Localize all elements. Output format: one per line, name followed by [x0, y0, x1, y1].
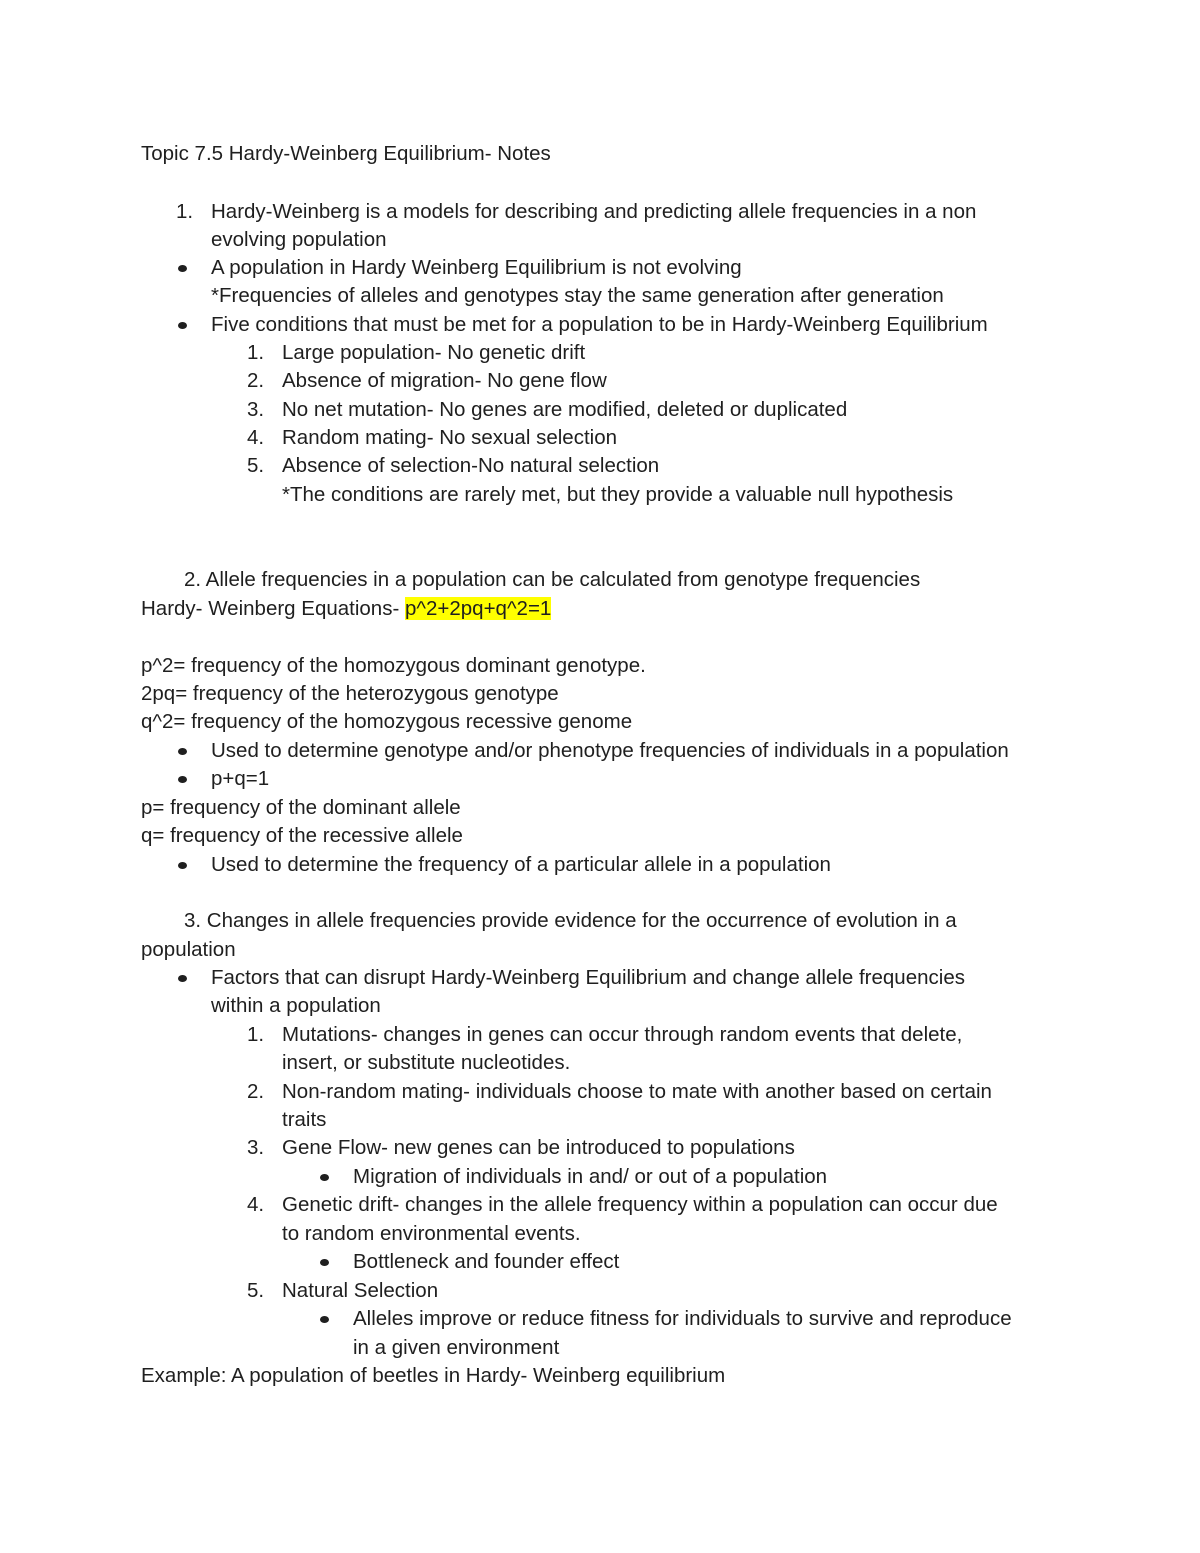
condition-item: Random mating- No sexual selection — [282, 426, 617, 449]
section2-heading: 2. Allele frequencies in a population can be calculated from genotype frequencies — [184, 568, 921, 591]
factor-subitem: in a given environment — [353, 1336, 560, 1359]
section1-text-line2: evolving population — [211, 228, 387, 251]
bullet-icon — [320, 1174, 329, 1181]
definition-q: q= frequency of the recessive allele — [141, 824, 463, 847]
list-number: 1. — [247, 341, 265, 364]
list-number: 2. — [247, 369, 265, 392]
list-number: 1. — [176, 200, 194, 223]
list-number: 4. — [247, 1193, 265, 1216]
factor-subitem: Bottleneck and founder effect — [353, 1250, 620, 1273]
page-title: Topic 7.5 Hardy-Weinberg Equilibrium- Notes — [141, 142, 551, 165]
factor-line: Non-random mating- individuals choose to mate with another based on certain — [282, 1080, 992, 1103]
example-line: Example: A population of beetles in Hardy- Weinberg equilibrium — [141, 1364, 726, 1387]
equations-label: Hardy- Weinberg Equations- — [141, 597, 405, 620]
section1-bullet2: Five conditions that must be met for a population to be in Hardy-Weinberg Equilibrium — [211, 313, 988, 336]
bullet-icon — [178, 776, 187, 783]
factor-line: traits — [282, 1108, 327, 1131]
definition-q2: q^2= frequency of the homozygous recessive genome — [141, 710, 633, 733]
bullet-icon — [178, 748, 187, 755]
section1-bullet1-line2: *Frequencies of alleles and genotypes stay the same generation after generation — [211, 284, 944, 307]
factor-subitem: Migration of individuals in and/ or out of a population — [353, 1165, 828, 1188]
section3-bullet-line2: within a population — [211, 994, 381, 1017]
bullet-icon — [178, 265, 187, 272]
bullet-icon — [320, 1259, 329, 1266]
factor-line: insert, or substitute nucleotides. — [282, 1051, 571, 1074]
list-number: 5. — [247, 1279, 265, 1302]
list-number: 3. — [247, 1136, 265, 1159]
list-number: 2. — [247, 1080, 265, 1103]
list-number: 5. — [247, 454, 265, 477]
factor-line: Natural Selection — [282, 1279, 439, 1302]
list-number: 4. — [247, 426, 265, 449]
section3-heading-line1: 3. Changes in allele frequencies provide evidence for the occurrence of evolution in a — [184, 909, 957, 932]
factor-line: Mutations- changes in genes can occur through random events that delete, — [282, 1023, 963, 1046]
section3-heading-line2: population — [141, 938, 236, 961]
section2-bullet1: Used to determine genotype and/or phenotype frequencies of individuals in a population — [211, 739, 1009, 762]
condition-item: No net mutation- No genes are modified, deleted or duplicated — [282, 398, 848, 421]
list-number: 3. — [247, 398, 265, 421]
bullet-icon — [320, 1316, 329, 1323]
list-number: 1. — [247, 1023, 265, 1046]
definition-p2: p^2= frequency of the homozygous dominant genotype. — [141, 654, 646, 677]
condition-item: Large population- No genetic drift — [282, 341, 586, 364]
bullet-icon — [178, 322, 187, 329]
bullet-icon — [178, 862, 187, 869]
section3-bullet-line1: Factors that can disrupt Hardy-Weinberg Equilibrium and change allele frequencies — [211, 966, 965, 989]
definition-p: p= frequency of the dominant allele — [141, 796, 461, 819]
section1-bullet1-line1: A population in Hardy Weinberg Equilibrium is not evolving — [211, 256, 742, 279]
condition-item: Absence of selection-No natural selection — [282, 454, 660, 477]
equations-line — [141, 595, 551, 623]
conditions-note: *The conditions are rarely met, but they provide a valuable null hypothesis — [282, 483, 954, 506]
factor-line: Gene Flow- new genes can be introduced to populations — [282, 1136, 795, 1159]
factor-line: to random environmental events. — [282, 1222, 581, 1245]
highlighted-equation: p^2+2pq+q^2=1 — [404, 597, 552, 620]
definition-2pq: 2pq= frequency of the heterozygous genotype — [141, 682, 559, 705]
bullet-icon — [178, 975, 187, 982]
section1-text-line1: Hardy-Weinberg is a models for describing and predicting allele frequencies in a non — [211, 200, 977, 223]
factor-line: Genetic drift- changes in the allele frequency within a population can occur due — [282, 1193, 998, 1216]
condition-item: Absence of migration- No gene flow — [282, 369, 607, 392]
factor-subitem: Alleles improve or reduce fitness for individuals to survive and reproduce — [353, 1307, 1012, 1330]
section2-bullet2: p+q=1 — [211, 767, 270, 790]
section2-bullet3: Used to determine the frequency of a particular allele in a population — [211, 853, 831, 876]
